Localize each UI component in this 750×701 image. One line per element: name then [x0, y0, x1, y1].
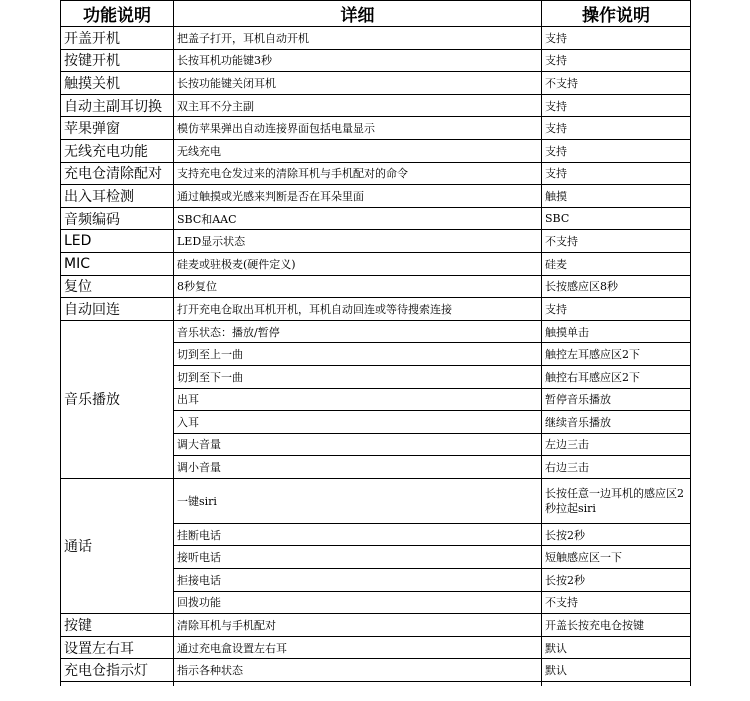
detail-cell: 指示各种状态 — [174, 659, 542, 682]
operation-cell: 触摸单击 — [542, 320, 691, 343]
table-row — [61, 207, 691, 230]
detail-cell: 接听电话 — [174, 546, 542, 569]
header-operation: 操作说明 — [542, 1, 691, 27]
detail-cell: 切到至下一曲 — [174, 365, 542, 388]
detail-cell: 模仿苹果弹出自动连接界面包括电量显示 — [174, 117, 542, 140]
detail-cell: 把盖子打开，耳机自动开机 — [174, 27, 542, 50]
table-row — [61, 298, 691, 321]
table-row-partial — [61, 682, 691, 686]
table-row — [61, 49, 691, 72]
operation-cell: 开盖长按充电仓按键 — [542, 614, 691, 637]
table-row — [61, 185, 691, 208]
feature-cell: 音频编码 — [61, 207, 174, 230]
operation-cell: 不支持 — [542, 230, 691, 253]
detail-cell: 调大音量 — [174, 433, 542, 456]
feature-cell: 无线充电功能 — [61, 139, 174, 162]
operation-cell: 长按感应区8秒 — [542, 275, 691, 298]
feature-cell: 出入耳检测 — [61, 185, 174, 208]
operation-cell: 支持 — [542, 298, 691, 321]
detail-cell: 长按功能键关闭耳机 — [174, 72, 542, 95]
operation-cell: SBC — [542, 207, 691, 230]
table-row — [61, 320, 691, 343]
detail-cell: 出耳 — [174, 388, 542, 411]
operation-cell: 长按2秒 — [542, 569, 691, 592]
feature-cell: MIC — [61, 252, 174, 275]
detail-cell: SBC和AAC — [174, 207, 542, 230]
feature-cell: 按键开机 — [61, 49, 174, 72]
detail-cell: 支持充电仓发过来的清除耳机与手机配对的命令 — [174, 162, 542, 185]
detail-cell: LED显示状态 — [174, 230, 542, 253]
operation-cell: 左边三击 — [542, 433, 691, 456]
detail-cell: 无线充电 — [174, 139, 542, 162]
table-row — [61, 162, 691, 185]
detail-cell: 8秒复位 — [174, 275, 542, 298]
operation-cell: 支持 — [542, 27, 691, 50]
feature-cell: 自动回连 — [61, 298, 174, 321]
feature-cell: 充电仓清除配对 — [61, 162, 174, 185]
spec-table — [60, 0, 691, 686]
operation-cell: 不支持 — [542, 591, 691, 614]
operation-cell: 长按2秒 — [542, 523, 691, 546]
header-detail: 详细 — [174, 1, 542, 27]
operation-cell: 右边三击 — [542, 456, 691, 479]
table-row — [61, 275, 691, 298]
feature-cell-music: 音乐播放 — [61, 320, 174, 478]
detail-cell: 双主耳不分主副 — [174, 94, 542, 117]
feature-cell: 复位 — [61, 275, 174, 298]
operation-cell: 触控左耳感应区2下 — [542, 343, 691, 366]
feature-cell-call: 通话 — [61, 478, 174, 613]
operation-cell: 暂停音乐播放 — [542, 388, 691, 411]
detail-cell: 回拨功能 — [174, 591, 542, 614]
header-row — [61, 1, 691, 27]
table-row — [61, 636, 691, 659]
operation-cell: 支持 — [542, 94, 691, 117]
detail-cell: 挂断电话 — [174, 523, 542, 546]
table-row — [61, 27, 691, 50]
operation-cell: 默认 — [542, 659, 691, 682]
operation-cell: 支持 — [542, 117, 691, 140]
operation-cell: 支持 — [542, 49, 691, 72]
table-row — [61, 659, 691, 682]
feature-cell: LED — [61, 230, 174, 253]
detail-cell: 拒接电话 — [174, 569, 542, 592]
detail-cell: 音乐状态：播放/暂停 — [174, 320, 542, 343]
table-row — [61, 94, 691, 117]
operation-cell: 不支持 — [542, 72, 691, 95]
detail-cell: 硅麦或驻极麦(硬件定义) — [174, 252, 542, 275]
operation-cell: 默认 — [542, 636, 691, 659]
feature-cell: 按键 — [61, 614, 174, 637]
detail-cell: 清除耳机与手机配对 — [174, 614, 542, 637]
operation-cell: 支持 — [542, 139, 691, 162]
table-row — [61, 117, 691, 140]
table-row — [61, 478, 691, 523]
table-row — [61, 139, 691, 162]
header-feature: 功能说明 — [61, 1, 174, 27]
table-row — [61, 614, 691, 637]
feature-cell: 设置左右耳 — [61, 636, 174, 659]
detail-cell: 通过触摸或光感来判断是否在耳朵里面 — [174, 185, 542, 208]
feature-cell: 自动主副耳切换 — [61, 94, 174, 117]
operation-cell: 继续音乐播放 — [542, 411, 691, 434]
operation-cell: 短触感应区一下 — [542, 546, 691, 569]
feature-cell: 开盖开机 — [61, 27, 174, 50]
detail-cell: 入耳 — [174, 411, 542, 434]
table-row — [61, 230, 691, 253]
detail-cell: 通过充电盒设置左右耳 — [174, 636, 542, 659]
feature-cell: 充电仓指示灯 — [61, 659, 174, 682]
detail-cell: 长按耳机功能键3秒 — [174, 49, 542, 72]
operation-cell: 触摸 — [542, 185, 691, 208]
table-row — [61, 72, 691, 95]
operation-cell: 触控右耳感应区2下 — [542, 365, 691, 388]
operation-cell: 长按任意一边耳机的感应区2秒拉起siri — [542, 478, 691, 523]
table-row — [61, 252, 691, 275]
feature-cell: 苹果弹窗 — [61, 117, 174, 140]
operation-cell: 支持 — [542, 162, 691, 185]
feature-cell: 触摸关机 — [61, 72, 174, 95]
detail-cell: 打开充电仓取出耳机开机，耳机自动回连或等待搜索连接 — [174, 298, 542, 321]
detail-cell: 一键siri — [174, 478, 542, 523]
detail-cell: 调小音量 — [174, 456, 542, 479]
detail-cell: 切到至上一曲 — [174, 343, 542, 366]
operation-cell: 硅麦 — [542, 252, 691, 275]
